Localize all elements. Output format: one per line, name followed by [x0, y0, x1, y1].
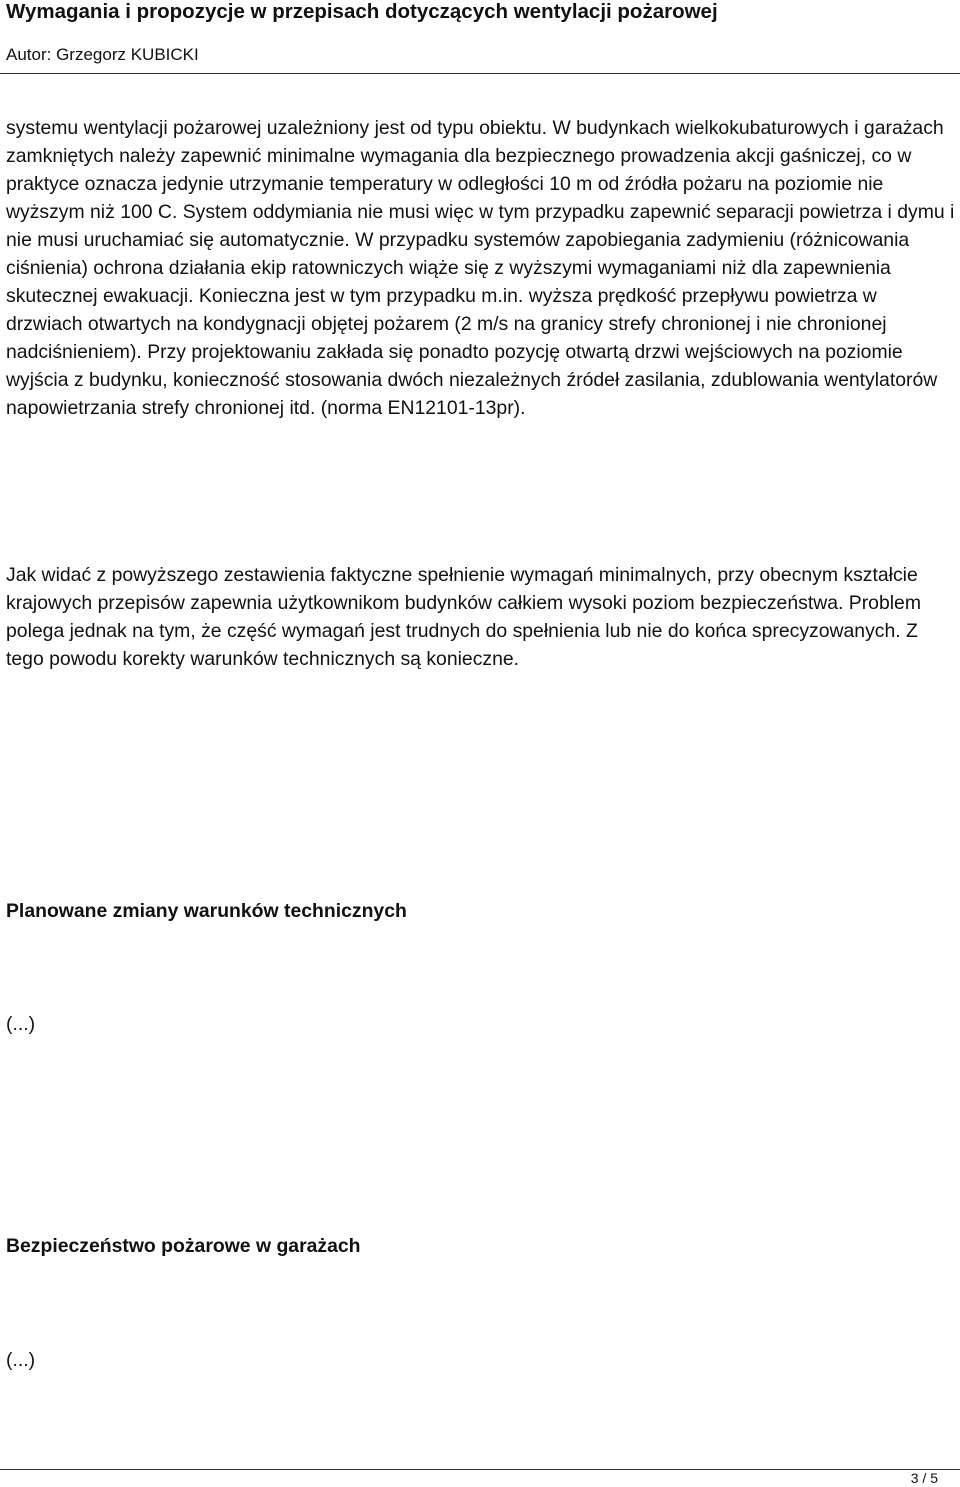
document-title: Wymagania i propozycje w przepisach dotyczących wentylacji pożarowej	[6, 0, 718, 23]
footer-divider	[0, 1469, 960, 1470]
body-paragraph-1: systemu wentylacji pożarowej uzależniony jest od typu obiektu. W budynkach wielkokubaturowych i garażach zamkniętych należy zapewnić minimalne wymagania dla bezpiecznego prowadzenia akcji gaśniczej, co w praktyce oznacza jedynie utrzymanie temperatury w odległości 10 m od źródła pożaru na poziomie nie wyższym niż 100 C. System oddymiania nie musi więc w tym przypadku zapewnić separacji powietrza i dymu i nie musi uruchamiać się automatycznie. W przypadku systemów zapobiegania zadymieniu (różnicowania ciśnienia) ochrona działania ekip ratowniczych wiąże się z wyższymi wymaganiami niż dla zapewnienia skutecznej ewakuacji. Konieczna jest w tym przypadku m.in. wyższa prędkość przepływu powietrza w drzwiach otwartych na kondygnacji objętej pożarem (2 m/s na granicy strefy chronionej i nie chronionej nadciśnieniem). Przy projektowaniu zakłada się ponadto pozycję otwartą drzwi wejściowych na poziomie wyjścia z budynku, konieczność stosowania dwóch niezależnych źródeł zasilania, zdublowania wentylatorów napowietrzania strefy chronionej itd. (norma EN12101-13pr).	[6, 117, 955, 419]
document-author: Autor: Grzegorz KUBICKI	[6, 45, 199, 64]
body-paragraph-2: Jak widać z powyższego zestawienia faktyczne spełnienie wymagań minimalnych, przy obecnym kształcie krajowych przepisów zapewnia użytkownikom budynków całkiem wysoki poziom bezpieczeństwa. Problem polega jednak na tym, że część wymagań jest trudnych do spełnienia lub nie do końca sprecyzowanych. Z tego powodu korekty warunków technicznych są konieczne.	[6, 564, 921, 670]
section-heading-planned-changes: Planowane zmiany warunków technicznych	[6, 900, 407, 922]
section-heading-garage-fire-safety: Bezpieczeństwo pożarowe w garażach	[6, 1235, 361, 1257]
section-2-ellipsis: (...)	[6, 1349, 36, 1371]
page-header	[0, 0, 960, 74]
page-number: 3 / 5	[910, 1470, 938, 1486]
section-1-ellipsis: (...)	[6, 1013, 36, 1035]
